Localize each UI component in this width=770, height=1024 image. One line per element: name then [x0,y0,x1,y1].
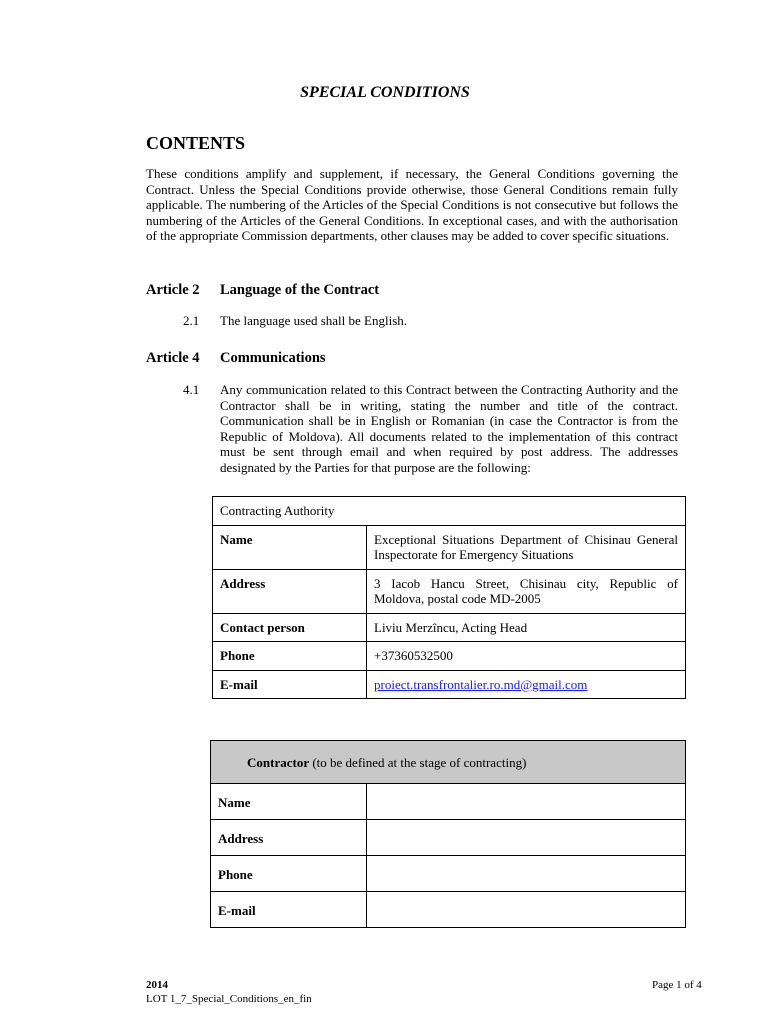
clause-2-1-number: 2.1 [183,313,200,328]
contact-person-value: Liviu Merzîncu, Acting Head [367,613,686,642]
article-4-heading [146,350,326,367]
contractor-table [210,740,686,928]
table-row [211,741,686,784]
article-2-number: Article 2 [146,282,200,298]
table-row [211,891,686,927]
table-row [213,642,686,671]
contractor-name-value [367,783,686,819]
contractor-header-note: (to be defined at the stage of contracting) [309,755,527,770]
table-row [211,783,686,819]
footer-page-number: Page 1 of 4 [652,979,702,991]
table-row [213,613,686,642]
contracting-authority-header: Contracting Authority [213,497,686,526]
table-row [211,855,686,891]
contracting-authority-table [212,496,686,699]
clause-4-1-number: 4.1 [183,382,200,397]
table-row [213,670,686,699]
address-value: 3 Iacob Hancu Street, Chisinau city, Republic of Moldova, postal code MD-2005 [367,569,686,613]
clause-2-1-text: The language used shall be English. [220,313,408,328]
footer-filename: LOT 1_7_Special_Conditions_en_fin [146,993,312,1005]
contents-heading: CONTENTS [146,133,246,153]
email-label: E-mail [213,670,367,699]
contact-person-label: Contact person [213,613,367,642]
table-row [213,497,686,526]
phone-value: +37360532500 [367,642,686,671]
footer-left [146,978,312,1006]
intro-paragraph: These conditions amplify and supplement, if necessary, the General Conditions governing the Contract. Unless the Special Conditions provide otherwise, those General Conditions remain fully applicable. The numbering of the Articles of the Special Conditions is not consecutive but follows the numbering of the Articles of the General Conditions. In exceptional cases, and with the authorisation of the appropriate Commission departments, other clauses may be added to cover specific situations. [146,166,678,244]
contractor-address-label: Address [211,819,367,855]
address-label: Address [213,569,367,613]
footer-year: 2014 [146,979,168,991]
email-link[interactable]: proiect.transfrontalier.ro.md@gmail.com [374,676,588,692]
table-row [211,819,686,855]
name-label: Name [213,525,367,569]
table-row [213,525,686,569]
contractor-header-bold: Contractor [247,755,310,770]
contractor-name-label: Name [211,783,367,819]
article-2-heading [146,282,379,299]
article-2-title: Language of the Contract [220,282,380,298]
email-cell [367,670,686,699]
clause-4-1-text: Any communication related to this Contract between the Contracting Authority and the Contractor shall be in writing, stating the number and title of the contract. Communication shall be in English or Romanian (in case the Contractor is from the Republic of Moldova). All documents related to the implementation of this contract must be sent through email and when required by post address. The addresses designated by the Parties for that purpose are the following: [220,382,678,475]
article-4-number: Article 4 [146,350,200,366]
contractor-email-value [367,891,686,927]
article-4-title: Communications [220,350,326,366]
document-title: SPECIAL CONDITIONS [300,84,470,101]
contractor-address-value [367,819,686,855]
phone-label: Phone [213,642,367,671]
contractor-phone-value [367,855,686,891]
contractor-email-label: E-mail [211,891,367,927]
contractor-phone-label: Phone [211,855,367,891]
table-row [213,569,686,613]
contractor-header [211,741,686,784]
name-value: Exceptional Situations Department of Chisinau General Inspectorate for Emergency Situations [367,525,686,569]
